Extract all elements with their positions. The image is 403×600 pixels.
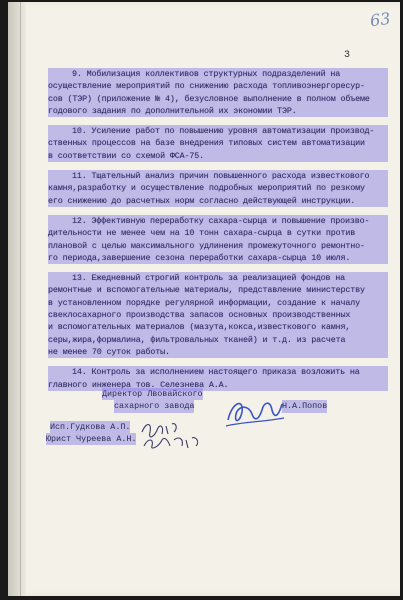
text-line: 11. Тщательный анализ причин повышенного расхода известкового [48,170,388,182]
text-line: 10. Усиление работ по повышению уровня автоматизации производ- [48,125,388,137]
text-line: ремонтные и вспомогательные материалы, представление министерству [48,284,388,296]
text-line: дительности не менее чем на 10 тонн сахара-сырца в сутки против [48,227,388,239]
executor-line: Исп.Гудкова А.П. [50,421,131,432]
text-line: камня,разработку и осуществление подробных мероприятий по резкому [48,182,388,194]
director-signature [222,392,286,432]
text-line: главного инженера тов. Селезнева А.А. [48,379,388,391]
document-body [48,68,388,391]
paragraph-11 [48,170,388,207]
lawyer-line: Юрист Чуреева А.Н. [46,433,137,444]
text-line: не менее 70 суток работы. [48,346,388,358]
text-line: го периода,завершение сезона переработки сахара-сырца 10 июля. [48,252,388,264]
page-number: 3 [344,50,351,61]
text-line: и вспомогательных материалов (мазута,кокса,известкового камня, [48,321,388,333]
signature-title-line1: Директор Лвовайского [102,389,203,399]
text-line: его снижению до расчетных норм согласно действующей инструкции. [48,195,388,207]
paragraph-9 [48,68,388,117]
text-line: ственных процессов на базе внедрения типовых систем автоматизации [48,137,388,149]
signature-block [46,388,380,445]
text-line: в соответствии со схемой ФСА-75. [48,150,388,162]
margin-rule [20,2,21,596]
text-line: плановой с целью максимального удлинения промежуточного ремонтно- [48,240,388,252]
handwritten-page-number: 63 [368,8,392,31]
text-line: осуществление мероприятий по снижению расхода топливоэнергоресур- [48,80,388,92]
text-line: серы,жира,формалина, фильтровальных тканей) и т.д. из расчета [48,334,388,346]
binding-margin [8,2,26,596]
paragraph-13 [48,272,388,358]
text-line: в установленном порядке регулярной информации, создание к началу [48,297,388,309]
text-line: 13. Ежедневный строгий контроль за реализацией фондов на [48,272,388,284]
paragraph-12 [48,215,388,264]
executor-initials [138,418,208,452]
text-line: 14. Контроль за исполнением настоящего приказа возложить на [48,366,388,378]
text-line: свеклосахарного производства запасов основных производственных [48,309,388,321]
signatory-name: Н.А.Попов [282,401,328,412]
signature-title-line2: сахарного завода [114,401,195,412]
text-line: сов (ТЭР) (приложение № 4), безусловное выполнение в полном объеме [48,93,388,105]
text-line: 9. Мобилизация коллективов структурных подразделений на [48,68,388,80]
paragraph-10 [48,125,388,162]
text-line: годового задания по дополнительной их экономии ТЭР. [48,105,388,117]
text-line: 12. Эффективную переработку сахара-сырца и повышение произво- [48,215,388,227]
